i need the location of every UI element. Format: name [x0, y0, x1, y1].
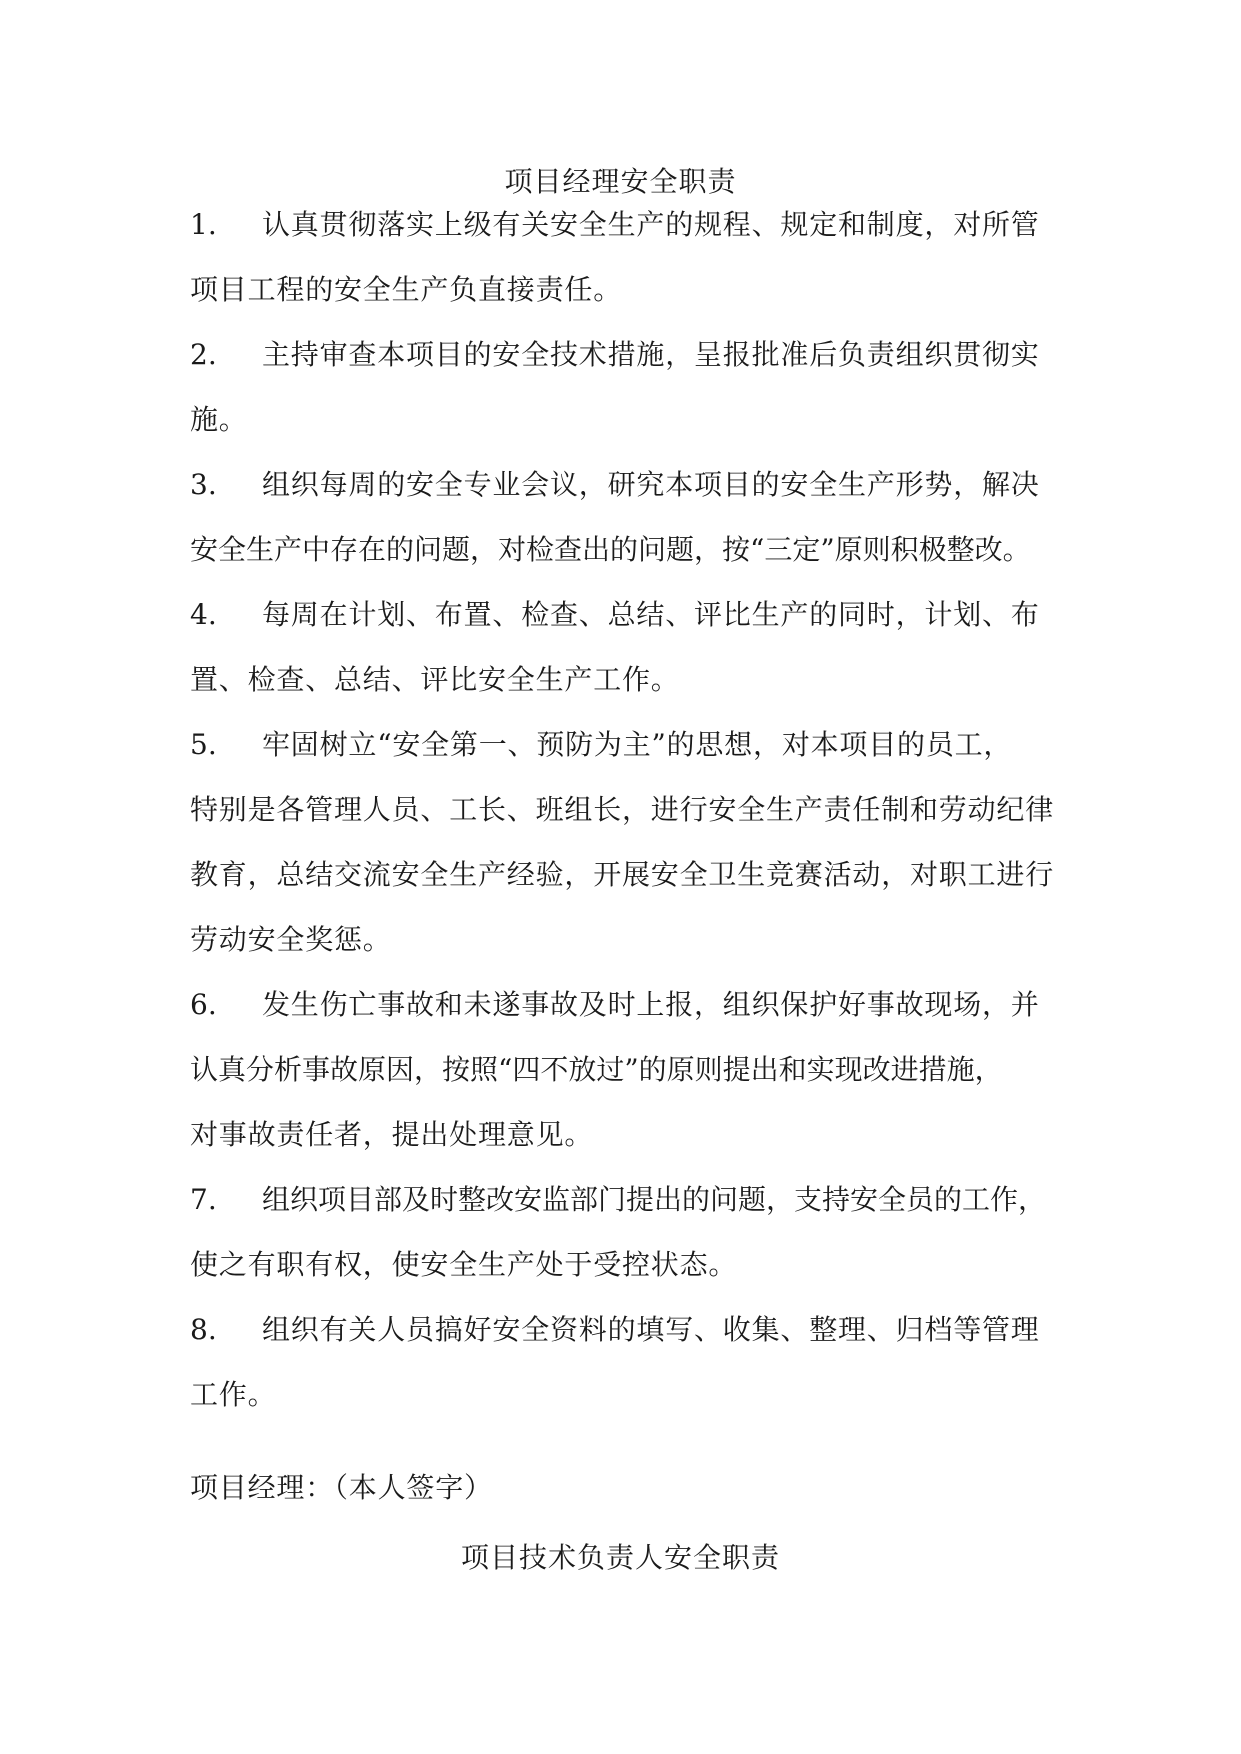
item-number: 5.	[190, 728, 217, 761]
item-line: 项目工程的安全生产负直接责任。	[190, 273, 623, 306]
item-number: 7.	[190, 1183, 217, 1216]
item-line: 组织项目部及时整改安监部门提出的问题，支持安全员的工作，	[262, 1183, 1047, 1216]
signature-label: 项目经理：（本人签字）	[190, 1471, 493, 1504]
duty-item-6	[190, 972, 1060, 1167]
item-line: 特别是各管理人员、工长、班组长，进行安全生产责任制和劳动纪律	[190, 793, 1055, 826]
item-line: 认真贯彻落实上级有关安全生产的规程、规定和制度，对所管	[262, 208, 1040, 241]
item-number: 2.	[190, 338, 217, 371]
duty-item-8	[190, 1297, 1060, 1427]
item-line: 工作。	[190, 1378, 277, 1411]
duty-item-5	[190, 712, 1060, 972]
duty-item-3	[190, 452, 1060, 582]
signature-line	[190, 1455, 493, 1520]
section-title-technical-lead: 项目技术负责人安全职责	[460, 1541, 780, 1574]
item-line: 组织有关人员搞好安全资料的填写、收集、整理、归档等管理	[262, 1313, 1040, 1346]
item-line: 组织每周的安全专业会议，研究本项目的安全生产形势，解决	[262, 468, 1040, 501]
duty-item-7	[190, 1167, 1060, 1297]
item-line: 主持审查本项目的安全技术措施，呈报批准后负责组织贯彻实	[262, 338, 1040, 371]
section-title-project-manager: 项目经理安全职责	[504, 165, 737, 198]
item-number: 6.	[190, 988, 217, 1021]
item-number: 4.	[190, 598, 217, 631]
item-line: 使之有职有权，使安全生产处于受控状态。	[190, 1248, 738, 1281]
item-line: 教育，总结交流安全生产经验，开展安全卫生竞赛活动，对职工进行	[190, 858, 1055, 891]
item-number: 3.	[190, 468, 217, 501]
duty-item-1	[190, 192, 1060, 322]
item-line: 施。	[190, 403, 248, 436]
duty-item-4	[190, 582, 1060, 712]
item-line: 置、检查、总结、评比安全生产工作。	[190, 663, 680, 696]
item-number: 8.	[190, 1313, 217, 1346]
item-line: 认真分析事故原因，按照“四不放过”的原则提出和实现改进措施，	[190, 1053, 1003, 1086]
item-line: 牢固树立“安全第一、预防为主”的思想，对本项目的员工，	[262, 728, 1013, 761]
item-line: 发生伤亡事故和未遂事故及时上报，组织保护好事故现场，并	[262, 988, 1040, 1021]
item-line: 每周在计划、布置、检查、总结、评比生产的同时，计划、布	[262, 598, 1040, 631]
item-line: 安全生产中存在的问题，对检查出的问题，按“三定”原则积极整改。	[190, 533, 1031, 566]
item-line: 对事故责任者，提出处理意见。	[190, 1118, 594, 1151]
item-line: 劳动安全奖惩。	[190, 923, 392, 956]
duty-item-2	[190, 322, 1060, 452]
item-number: 1.	[190, 208, 217, 241]
